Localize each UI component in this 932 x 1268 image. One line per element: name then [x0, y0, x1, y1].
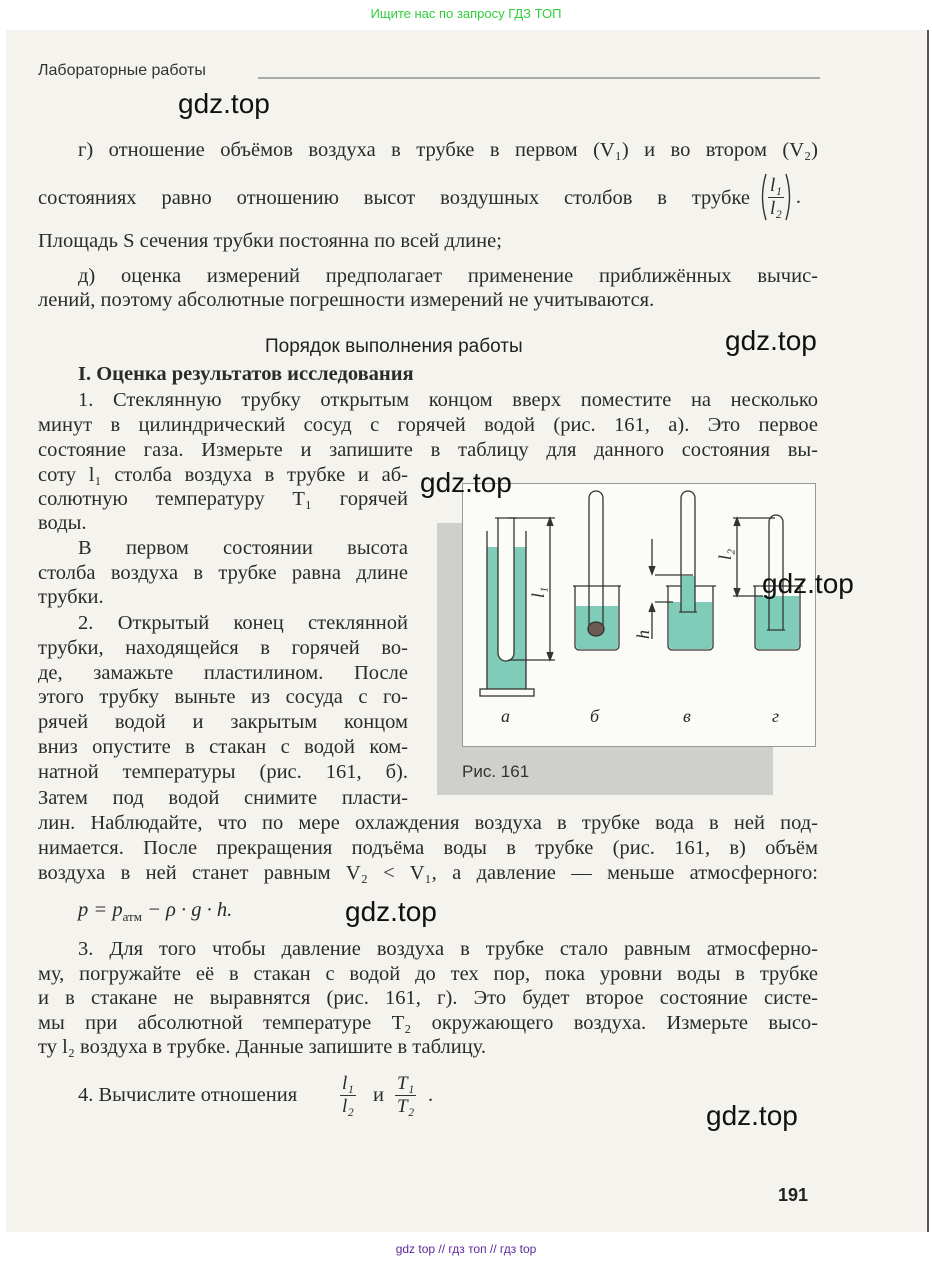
text-line: и в стакане не выравнятся (рис. 161, г). Это будет второе состояние систе- — [38, 987, 818, 1009]
watermark: gdz.top — [725, 325, 817, 356]
text-line: Площадь S сечения трубки постоянна по всей длине; — [38, 230, 502, 252]
watermark: gdz.top — [762, 568, 854, 599]
label-b: б — [590, 706, 600, 726]
text-line: д) оценка измерений предполагает применение приближённых вычис- — [78, 265, 818, 287]
page-number: 191 — [778, 1185, 809, 1205]
tube-v-water — [681, 576, 695, 612]
text-line: му, погружайте её в стакан с водой до тех пор, пока уровни воды в трубке — [38, 963, 818, 985]
text-line: 2. Открытый конец стеклянной — [78, 612, 408, 634]
text-line: лений, поэтому абсолютные погрешности измерений не учитываются. — [38, 289, 655, 311]
text-line: солютную температуру T₁ горячей — [38, 488, 408, 510]
fraction-l1-l2 — [340, 1073, 356, 1118]
label-l2: l₂ — [715, 548, 736, 561]
label-g: г — [772, 706, 780, 726]
watermark: gdz.top — [178, 88, 270, 119]
text-line: трубки, находящейся в горячей во- — [38, 637, 408, 659]
text-line: 3. Для того чтобы давление воздуха в трубке стало равным атмосферно- — [78, 938, 818, 960]
subsection-heading: I. Оценка результатов исследования — [78, 363, 414, 385]
text-line: воздуха в ней станет равным V₂ < V₁, а давление — меньше атмосферного: — [38, 862, 818, 884]
formula-lhs: p = p — [78, 899, 123, 921]
text-line: натной температуры (рис. 161, б). — [38, 761, 408, 783]
figure-drawing — [463, 484, 815, 746]
label-v: в — [683, 706, 691, 726]
label-l1: l₁ — [528, 586, 549, 599]
fraction-numerator: l₁ — [342, 1073, 354, 1094]
period: . — [795, 186, 802, 208]
top-banner[interactable]: Ищите нас по запросу ГДЗ ТОП — [370, 6, 562, 21]
cylinder-base — [480, 689, 534, 696]
tube-a — [498, 518, 514, 661]
fraction-denominator: l₂ — [770, 197, 782, 219]
text-line: де, замажьте пластилином. После — [38, 662, 408, 684]
conjunction: и — [373, 1084, 384, 1106]
text-line: 4. Вычислите отношения — [78, 1084, 298, 1106]
fraction-numerator: T₁ — [397, 1073, 415, 1094]
fraction-t1-t2 — [395, 1073, 416, 1118]
watermark: gdz.top — [345, 896, 437, 927]
paren-close — [784, 172, 794, 222]
text-line: воды. — [38, 512, 87, 534]
text-line: В первом состоянии высота — [78, 537, 408, 559]
running-header: Лабораторные работы — [38, 62, 206, 79]
text-line: нимается. После прекращения подъёма воды в трубке (рис. 161, в) объём — [38, 837, 818, 859]
figure-caption: Рис. 161 — [462, 762, 530, 781]
fraction-l1-l2 — [768, 175, 784, 220]
parenthesized-fraction — [758, 172, 801, 222]
text-line: Затем под водой снимите пласти- — [38, 787, 408, 809]
fraction-numerator: l₁ — [770, 174, 782, 196]
figure-161 — [462, 483, 816, 747]
plasticine — [588, 622, 604, 636]
fraction-denominator: T₂ — [397, 1096, 415, 1117]
section-heading: Порядок выполнения работы — [265, 336, 523, 357]
text-line: ту l₂ воздуха в трубке. Данные запишите в таблицу. — [38, 1036, 486, 1058]
text-line: столба воздуха в трубке равна длине — [38, 562, 408, 584]
text-line: 1. Стеклянную трубку открытым концом вверх поместите на несколько — [78, 389, 818, 411]
text-line: г) отношение объёмов воздуха в трубке в первом (V₁) и во втором (V₂) — [78, 139, 818, 161]
text-line: вниз опустите в стакан с водой ком- — [38, 736, 408, 758]
label-h: h — [633, 630, 653, 639]
text-line: состояние газа. Измерьте и запишите в таблицу для данного состояния вы- — [38, 439, 818, 461]
pressure-formula — [78, 898, 232, 929]
text-line: соту l₁ столба воздуха в трубке и аб- — [38, 464, 408, 486]
formula-subscript: атм — [122, 909, 142, 925]
text-line: трубки. — [38, 586, 104, 608]
fraction-denominator: l₂ — [342, 1096, 354, 1117]
paren-open — [758, 172, 768, 222]
text-line: лин. Наблюдайте, что по мере охлаждения воздуха в трубке вода в ней под- — [38, 812, 818, 834]
header-rule — [258, 77, 820, 79]
watermark: gdz.top — [420, 467, 512, 498]
watermark: gdz.top — [706, 1100, 798, 1131]
formula-rhs: − ρ · g · h. — [141, 899, 233, 921]
text-line: состояниях равно отношению высот воздушных столбов в трубке — [38, 187, 750, 209]
period: . — [428, 1084, 434, 1106]
text-line: минут в цилиндрический сосуд с горячей водой (рис. 161, а). Это первое — [38, 414, 818, 436]
text-line: этого трубку выньте из сосуда с го- — [38, 686, 408, 708]
text-line: рячей водой и закрытым концом — [38, 711, 408, 733]
bottom-banner[interactable]: gdz top // гдз топ // гдз top — [395, 1242, 537, 1256]
text-line: мы при абсолютной температуре T₂ окружающего воздуха. Измерьте высо- — [38, 1012, 818, 1034]
label-a: а — [501, 706, 510, 726]
